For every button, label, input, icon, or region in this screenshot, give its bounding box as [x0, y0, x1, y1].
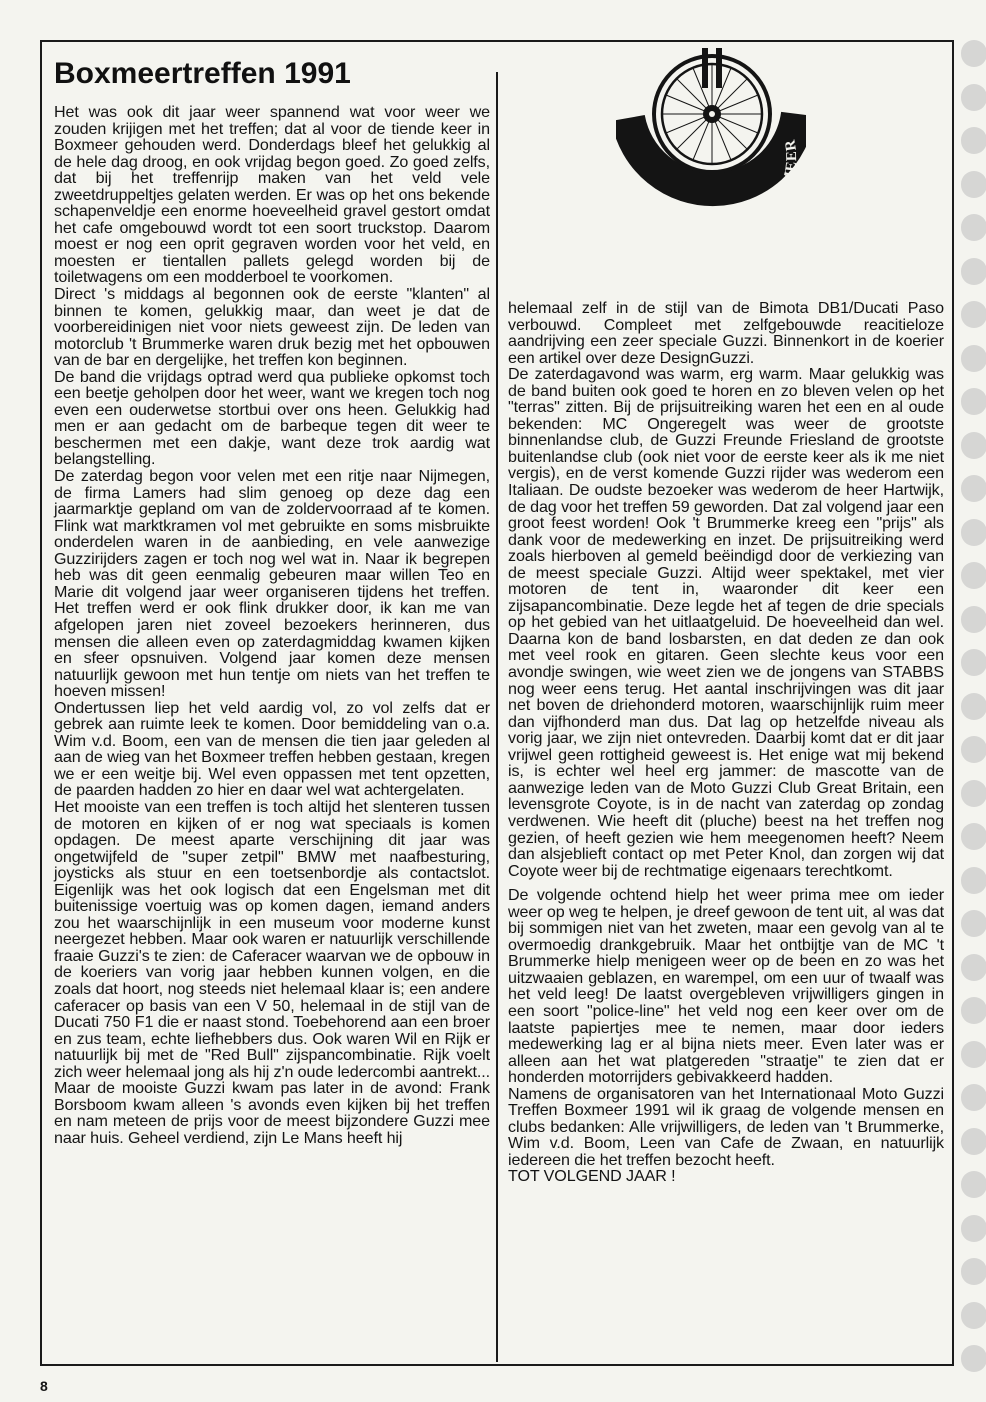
binder-hole	[961, 1215, 986, 1242]
paragraph: Het mooiste van een treffen is toch altijd het slenteren tussen de motoren en kijken of er nog wat speciaals is komen opdagen. De meest aparte verschijning dit jaar was ongetwijfeld de "super zetpil" BMW met naafbesturing, joysticks als stuur en een toetsenbordje als contactslot. Eigenlijk was het ook logisch dat een Engelsman met dit buitenissige voertuig was op komen dagen, iemand anders zou het waarschijnlijk in een museum voor moderne kunst neergezet hebben. Maar ook waren er natuurlijk verschillende fraaie Guzzi's te zien: de Caferacer waarvan we de opbouw in de koeriers van vorig jaar hebben kunnen volgen, en die zoals dat hoort, nog steeds niet helemaal klaar is; een andere caferacer op basis van een V 50, helemaal in de stijl van de Ducati 750 F1 die er naast stond. Toebehorend aan een broer en zus team, echte liefhebbers dus. Ook waren Wil en Rijk er natuurlijk bij met de "Red Bull" zijspancombinatie. Rijk voelt zich weer helemaal jong als hij z'n oude ledercombi aantrekt... Maar de mooiste Guzzi kwam pas later in de avond: Frank Borsboom kwam alleen 's avonds even kijken bij het treffen en nam meteen de prijs voor de meest bijzondere Guzzi mee naar huis. Geheel verdiend, zijn Le Mans heeft hij	[54, 797, 491, 1147]
binder-hole	[961, 258, 986, 285]
binder-hole	[961, 127, 986, 154]
right-column	[508, 300, 944, 1185]
binder-hole	[961, 40, 986, 67]
binder-hole	[961, 388, 986, 415]
paragraph: helemaal zelf in de stijl van de Bimota DB1/Ducati Paso verbouwd. Compleet met zelfgebouwde reacitieloze aandrijving een zeer speciale Guzzi. Binnenkort in de koerier een artikel over deze DesignGuzzi.	[508, 299, 944, 367]
paragraph: Ondertussen liep het veld aardig vol, zo vol zelfs dat er gebrek aan ruimte leek te komen. Door bemiddeling van o.a. Wim v.d. Boom, een van de mensen die tien jaar geleden al aan de wieg van het Boxmeer treffen hebben gestaan, kregen we er een weitje bij. Wel even oppassen met tent opzetten, de paarden hadden zo hier en daar wel wat achtergelaten.	[54, 698, 490, 800]
binder-hole	[961, 693, 986, 720]
binder-holes	[961, 40, 986, 1402]
binder-hole	[961, 780, 986, 807]
wheel-icon	[628, 48, 798, 189]
paragraph: De band die vrijdags optrad werd qua publieke opkomst toch een beetje geholpen door het weer, want we kregen toch nog even een ouderwetse stortbui over ons heen. Gelukkig had men er aan gedacht om de barbeque tegen dit weer te beschermen met een dakje, want deze trok aardig wat belangstelling.	[54, 367, 490, 469]
binder-hole	[961, 519, 986, 546]
page-number: 8	[40, 1378, 48, 1394]
paragraph: Namens de organisatoren van het Internationaal Moto Guzzi Treffen Boxmeer 1991 wil ik graag de volgende mensen en clubs bedanken: Alle vrijwilligers, de leden van 't Brummerke, Wim v.d. Boom, Leen van Cafe de Zwaan, en natuurlijk iedereen die het treffen bezocht heeft.	[508, 1084, 944, 1169]
paragraph: De zaterdagavond was warm, erg warm. Maar gelukkig was de band buiten ook goed te horen en zo bleven velen op het "terras" zitten. Bij de prijsuitreiking waren het een en al oude bekenden: MC Ongeregelt was weer de grootste binnenlandse club, de Guzzi Freunde Friesland de grootste buitenlandse club (ook niet voor de eerste keer als ik me niet vergis), en de verst komende Guzzi rijder was wederom een Italiaan. De oudste bezoeker was wederom de heer Hartwijk, de dag voor het treffen 59 geworden. Dat zal volgend jaar een groot feest worden! Ook 't Brummerke kreeg een "prijs" als dank voor de medewerking en inzet. De prijsuitreiking werd zoals hierboven al gemeld beëindigd door de verkiezing van de meest speciale Guzzi. Altijd weer spektakel, met vier motoren de tent in, waaronder dit keer een zijsapancombinatie. Deze legde het af tegen de drie specials op het gebied van het uitlaatgeluid. De hoeveelheid dan wel. Daarna kon de band losbarsten, en dat deden ze dan ook met veel rook en gitaren. Geen slechte keus voor een avondje swingen, wie weet zien we de jongens van STABBS nog weer eens terug. Het aantal inschrijvingen was dit jaar net boven de driehonderd motoren, waarschijnlijk ruim meer dan vijfhonderd man dus. Dat lag op hetzelfde niveau als vorig jaar, we zijn niet ontevreden. Daarbij komt dat er dit jaar vrijwel geen rottigheid geweest is. Het enige wat mij bekend is, is echter wel heel erg jammer: de mascotte van de aanwezige leden van de Moto Guzzi Club Great Britain, een levensgrote Coyote, is in de nacht van zaterdag op zondag verdwenen. Wie heeft dit (pluche) beest na het treffen nog gezien, of heeft gezien wie hem meegenomen heeft? Neem dan alsjeblieft contact op met Peter Knol, dan zorgen wij dat Coyote weer bij de rechtmatige eigenaars terechtkomt.	[508, 365, 944, 880]
binder-hole	[961, 736, 986, 763]
binder-hole	[961, 171, 986, 198]
binder-hole	[961, 345, 986, 372]
binder-hole	[961, 1171, 986, 1198]
binder-hole	[961, 301, 986, 328]
binder-hole	[961, 997, 986, 1024]
binder-hole	[961, 606, 986, 633]
binder-hole	[961, 1345, 986, 1372]
left-column	[54, 104, 490, 1146]
binder-hole	[961, 84, 986, 111]
paragraph: De zaterdag begon voor velen met een ritje naar Nijmegen, de firma Lamers had slim genoeg op deze dag een jaarmarktje gepland om van de zoldervoorraad af te komen. Flink wat marktkramen vol met gebruikte en soms misbruikte onderdelen waren in de aanbieding, en vele aanwezige Guzzirijders zagen er toch nog wel wat in. Naar ik begrepen heb was dit geen eenmalig gebeuren maar willen Teo en Marie dit volgend jaar weer organiseren tijdens het treffen. Het treffen werd er ook flink drukker door, ik kan me van afgelopen jaren niet zoveel bezoekers herinneren, dus mensen die alleen even op zaterdagmiddag kwamen kijken en sfeer opsnuiven. Volgend jaar komen deze mensen natuurlijk gewoon met hun tentje om niets van het treffen te hoeven missen!	[54, 467, 490, 701]
paragraph: De volgende ochtend hielp het weer prima mee om ieder weer op weg te helpen, je dreef gewoon de tent uit, al was dat bij sommigen niet van het zweten, maar een gevolg van al te overmoedig drankgebruik. Maar het ontbijtje van de MC 't Brummerke hielp menigeen weer op de been en zo was het uitzwaaien geblazen, en warempel, om een uur of twaalf was het veld leeg! De laatst overgebleven vrijwilligers gingen in een soort "police-line" het veld nog een keer over om de laatste papiertjes mee te nemen, maar door ieders medewerking lag er al bijna niets meer. Even later was er alleen aan het wat platgereden "straatje" te zien dat er honderden motorrijders gebivakkeerd hadden.	[508, 886, 944, 1087]
binder-hole	[961, 475, 986, 502]
binder-hole	[961, 823, 986, 850]
binder-hole	[961, 1258, 986, 1285]
binder-hole	[961, 1302, 986, 1329]
guzzi-treffen-boxmeer-logo	[616, 48, 806, 248]
binder-hole	[961, 910, 986, 937]
paragraph: Direct 's middags al begonnen ook de eerste "klanten" al binnen te komen, gelukkig maar, dan weet je dat de voorbereidinigen niet voor niets geweest zijn. De leden van motorclub 't Brummerke waren druk bezig met het opbouwen van de bar en dergelijke, het treffen kon beginnen.	[54, 285, 490, 370]
article-title: Boxmeertreffen 1991	[54, 57, 351, 90]
binder-hole	[961, 1041, 986, 1068]
binder-hole	[961, 954, 986, 981]
binder-hole	[961, 562, 986, 589]
binder-hole	[961, 1128, 986, 1155]
column-divider	[496, 72, 498, 1362]
binder-hole	[961, 1084, 986, 1111]
binder-hole	[961, 867, 986, 894]
paragraph: Het was ook dit jaar weer spannend wat voor weer we zouden krijigen met het treffen; dat al voor de tiende keer in Boxmeer gehouden werd. Donderdags bleef het gelukkig al de hele dag droog, en ook vrijdag begon goed. Zo goed zelfs, dat bij het treffenrijp maken van het veld vele zweetdruppeltjes gelaten werden. Er was op het ons bekende schapenveldje een enorme hoeveelheid gravel gestort omdat het cafe omgebouwd wordt tot een soort truckstop. Daarom moest er nog een oprit gegraven worden voor het veld, en moesten er tientallen pallets gelegd worden bij de toiletwagens om een modderboel te voorkomen.	[54, 103, 490, 287]
binder-hole	[961, 649, 986, 676]
closing-line: TOT VOLGEND JAAR !	[508, 1167, 676, 1186]
binder-hole	[961, 214, 986, 241]
logo-text: GUZZI TREFFEN BOXMEER	[645, 137, 801, 242]
binder-hole	[961, 432, 986, 459]
